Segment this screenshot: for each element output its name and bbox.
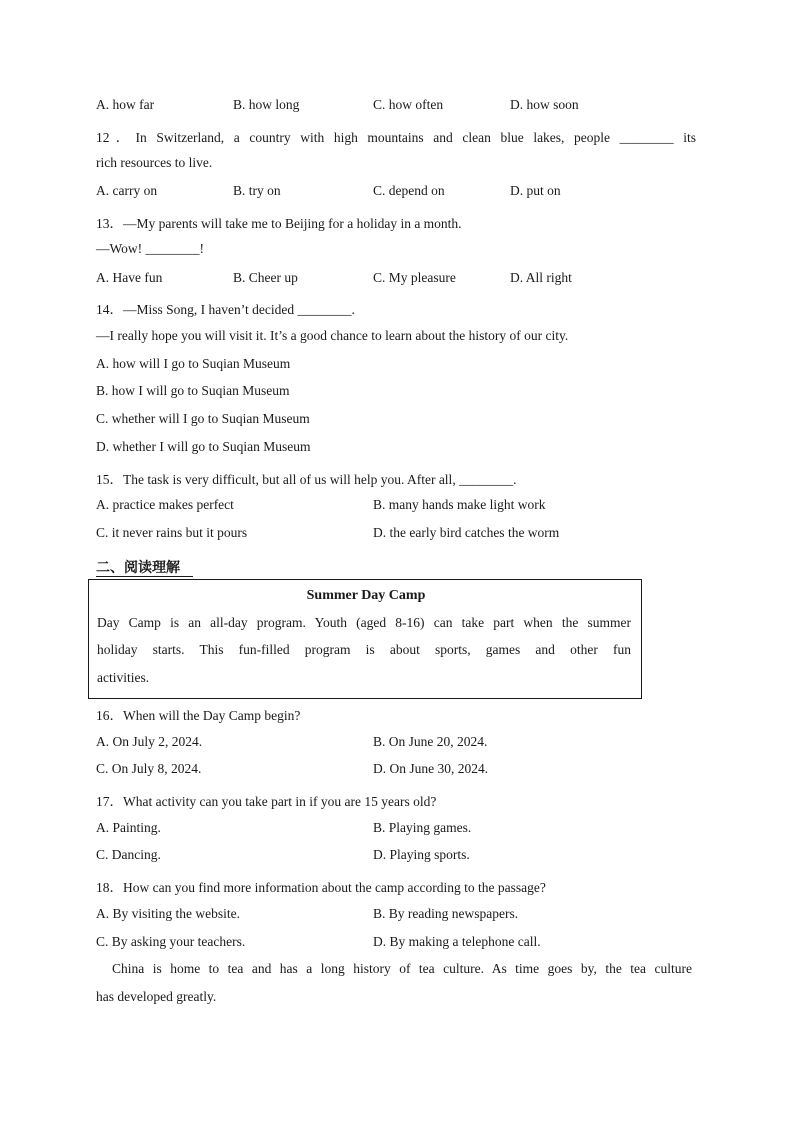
passage-box-title: Summer Day Camp — [306, 588, 426, 603]
q17-option-a: A. Painting. — [96, 820, 161, 835]
q12-option-a: A. carry on — [96, 183, 158, 198]
q11-option-c: C. how often — [373, 97, 444, 112]
q11-option-b: B. how long — [233, 97, 300, 112]
q12-option-b: B. try on — [233, 183, 281, 198]
q18-option-d: D. By making a telephone call. — [373, 934, 541, 949]
q12-stem-line2: rich resources to live. — [96, 155, 213, 170]
tea-passage-line1: China is home to tea and has a long history of tea culture. As time goes by, the tea culture — [112, 961, 692, 976]
q13-reply: —Wow! ________! — [96, 241, 205, 256]
q12-option-c: C. depend on — [373, 183, 445, 198]
q13-option-b: B. Cheer up — [233, 270, 298, 285]
tea-passage-line2: has developed greatly. — [96, 989, 217, 1004]
section-title-underline — [96, 576, 193, 577]
passage-box — [88, 579, 642, 699]
q17-option-c: C. Dancing. — [96, 847, 161, 862]
q13-option-c: C. My pleasure — [373, 270, 456, 285]
q15-stem: 15．The task is very difficult, but all of us will help you. After all, ________. — [96, 472, 517, 487]
passage-box-line1: Day Camp is an all-day program. Youth (aged 8-16) can take part when the summer — [97, 615, 631, 630]
section-title-reading: 二、阅读理解 — [96, 560, 180, 576]
q16-option-b: B. On June 20, 2024. — [373, 734, 488, 749]
q16-stem: 16．When will the Day Camp begin? — [96, 708, 301, 723]
q13-option-a: A. Have fun — [96, 270, 163, 285]
q14-option-d: D. whether I will go to Suqian Museum — [96, 439, 311, 454]
q14-option-c: C. whether will I go to Suqian Museum — [96, 411, 310, 426]
q15-option-c: C. it never rains but it pours — [96, 525, 248, 540]
q15-option-a: A. practice makes perfect — [96, 497, 234, 512]
q18-option-a: A. By visiting the website. — [96, 906, 240, 921]
q17-option-b: B. Playing games. — [373, 820, 472, 835]
q14-option-a: A. how will I go to Suqian Museum — [96, 356, 291, 371]
q14-stem: 14．—Miss Song, I haven’t decided ________. — [96, 302, 355, 317]
q12-option-d: D. put on — [510, 183, 561, 198]
passage-box-line3: activities. — [97, 670, 150, 685]
q15-option-b: B. many hands make light work — [373, 497, 546, 512]
q11-option-a: A. how far — [96, 97, 155, 112]
q13-option-d: D. All right — [510, 270, 572, 285]
passage-box-line2: holiday starts. This fun-filled program is about sports, games and other fun — [97, 642, 631, 657]
q11-option-d: D. how soon — [510, 97, 579, 112]
q14-option-b: B. how I will go to Suqian Museum — [96, 383, 290, 398]
q14-reply: —I really hope you will visit it. It’s a good chance to learn about the history of our city. — [96, 328, 569, 343]
q17-option-d: D. Playing sports. — [373, 847, 470, 862]
q18-stem: 18．How can you find more information about the camp according to the passage? — [96, 880, 546, 895]
q16-option-c: C. On July 8, 2024. — [96, 761, 202, 776]
q15-option-d: D. the early bird catches the worm — [373, 525, 560, 540]
q16-option-d: D. On June 30, 2024. — [373, 761, 489, 776]
q17-stem: 17．What activity can you take part in if you are 15 years old? — [96, 794, 437, 809]
q12-stem-line1: 12．In Switzerland, a country with high mountains and clean blue lakes, people ________ its — [96, 130, 696, 145]
q16-option-a: A. On July 2, 2024. — [96, 734, 203, 749]
q13-stem: 13．—My parents will take me to Beijing for a holiday in a month. — [96, 216, 462, 231]
q18-option-c: C. By asking your teachers. — [96, 934, 246, 949]
q18-option-b: B. By reading newspapers. — [373, 906, 519, 921]
